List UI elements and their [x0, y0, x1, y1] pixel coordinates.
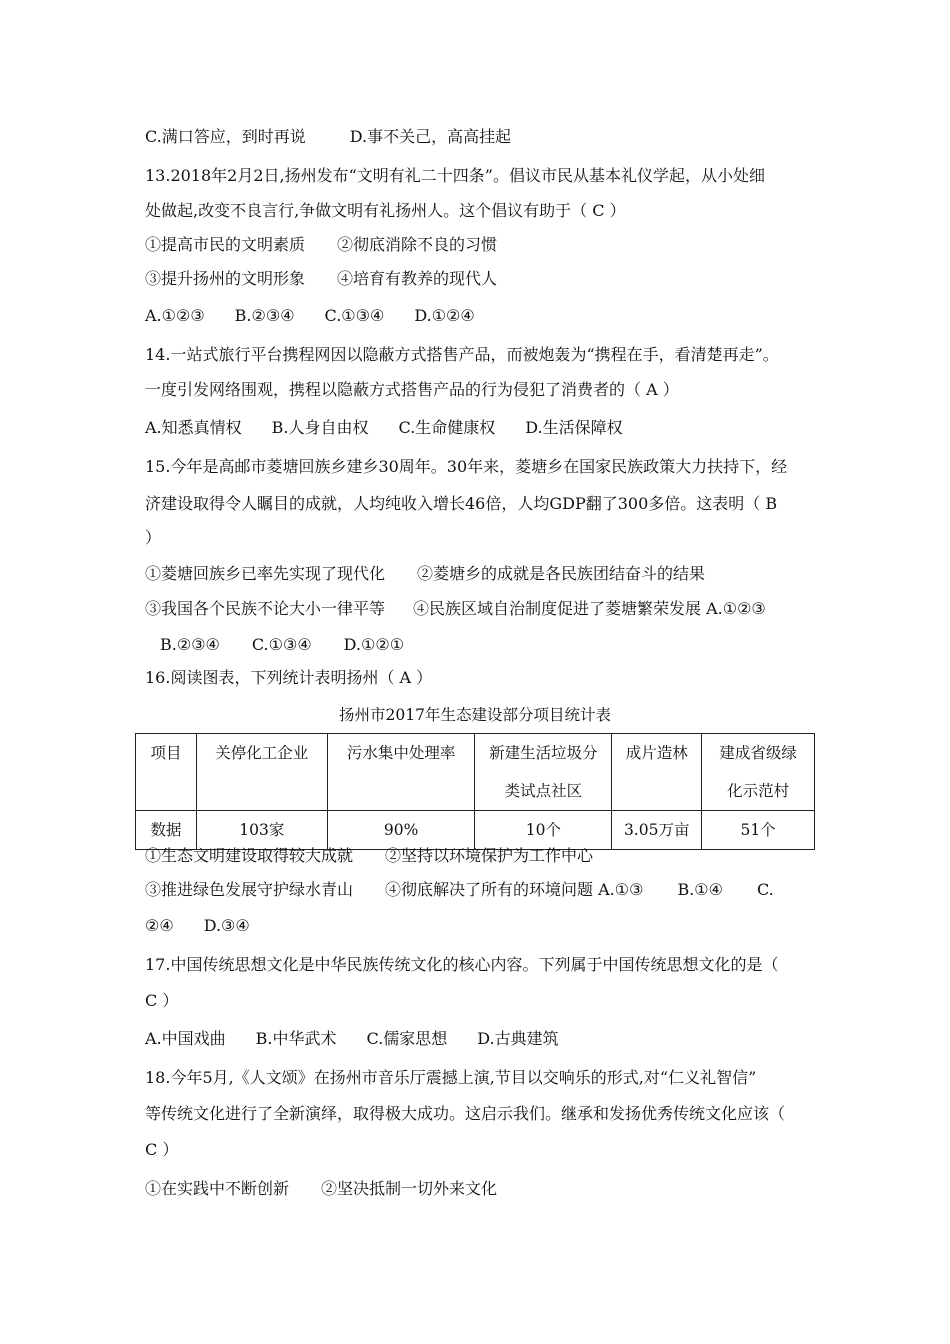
q16-statements-row1	[145, 846, 593, 866]
q12-option-d: D.事不关己，高高挂起	[349, 127, 512, 146]
q15-statements-row2	[145, 599, 766, 619]
q14-stem-line1: 14.一站式旅行平台携程网因以隐蔽方式搭售产品，而被炮轰为“携程在手，看清楚再走”。	[145, 345, 779, 364]
q17-options	[145, 1029, 559, 1049]
table-header-cell: 成片造林	[612, 734, 702, 811]
table-caption: 扬州市2017年生态建设部分项目统计表	[339, 706, 611, 724]
q16-statements-row2	[145, 880, 774, 900]
q13-option-d: D.①②④	[414, 306, 475, 325]
table-header-cell: 污水集中处理率	[327, 734, 475, 811]
q15-option-d: D.①②①	[343, 635, 405, 654]
table-header-cell: 新建生活垃圾分 类试点社区	[475, 734, 612, 811]
statistics-table	[135, 733, 815, 850]
q12-options-line	[145, 127, 511, 147]
q16-statement-2: ②坚持以环境保护为工作中心	[385, 846, 594, 865]
q13-option-a: A.①②③	[145, 306, 205, 325]
q16-option-c-head: C.	[756, 880, 774, 899]
q15-statements-row1	[145, 564, 705, 584]
table-cell: 10个	[475, 811, 612, 850]
table-header-cell: 项目	[136, 734, 197, 811]
q18-stem-line3: C ）	[145, 1140, 179, 1159]
q14-option-a: A.知悉真情权	[145, 418, 242, 437]
q16-statement-4: ④彻底解决了所有的环境问题 A.①③	[385, 880, 644, 899]
q13-statement-3: ③提升扬州的文明形象	[145, 269, 306, 288]
q14-option-b: B.人身自由权	[271, 418, 369, 437]
q14-stem-line2: 一度引发网络围观，携程以隐蔽方式搭售产品的行为侵犯了消费者的（ A ）	[145, 380, 679, 399]
q16-options-tail	[145, 916, 250, 936]
q16-option-c-tail: ②④	[145, 916, 174, 935]
q13-stem-line1: 13.2018年2月2日,扬州发布“文明有礼二十四条”。倡议市民从基本礼仪学起，从小处细	[145, 166, 765, 185]
q17-stem-line1: 17.中国传统思想文化是中华民族传统文化的核心内容。下列属于中国传统思想文化的是（	[145, 955, 779, 974]
table-row	[136, 811, 815, 850]
table-cell: 51个	[702, 811, 815, 850]
q16-option-d: D.③④	[203, 916, 250, 935]
q13-statement-1: ①提高市民的文明素质	[145, 235, 306, 254]
q14-option-d: D.生活保障权	[525, 418, 623, 437]
q16-stem: 16.阅读图表，下列统计表明扬州（ A ）	[145, 668, 433, 687]
q16-option-b: B.①④	[677, 880, 723, 899]
q17-option-c: C.儒家思想	[366, 1029, 448, 1048]
q13-statements-row1	[145, 235, 497, 255]
q17-option-d: D.古典建筑	[477, 1029, 559, 1048]
q18-stem-line2: 等传统文化进行了全新演绎，取得极大成功。这启示我们。继承和发扬优秀传统文化应该（	[145, 1104, 786, 1123]
table-header-cell: 建成省级绿 化示范村	[702, 734, 815, 811]
q13-options	[145, 306, 475, 326]
table-cell: 103家	[196, 811, 327, 850]
table-cell: 数据	[136, 811, 197, 850]
q17-option-a: A.中国戏曲	[145, 1029, 226, 1048]
table-header-row	[136, 734, 815, 811]
q15-statement-2: ②菱塘乡的成就是各民族团结奋斗的结果	[417, 564, 706, 583]
q18-statement-1: ①在实践中不断创新	[145, 1179, 290, 1198]
table-cell: 3.05万亩	[612, 811, 702, 850]
q17-stem-line2: C ）	[145, 991, 179, 1010]
q15-stem-line3: ）	[145, 528, 162, 547]
q14-option-c: C.生命健康权	[398, 418, 496, 437]
q18-statements-row1	[145, 1179, 497, 1199]
q15-stem-line2: 济建设取得令人瞩目的成就，人均纯收入增长46倍，人均GDP翻了300多倍。这表明（ B	[145, 494, 778, 513]
q18-statement-2: ②坚决抵制一切外来文化	[321, 1179, 498, 1198]
q15-stem-line1: 15.今年是高邮市菱塘回族乡建乡30周年。30年来，菱塘乡在国家民族政策大力扶持下，经	[145, 457, 788, 476]
q16-statement-1: ①生态文明建设取得较大成就	[145, 846, 354, 865]
q15-statement-1: ①菱塘回族乡已率先实现了现代化	[145, 564, 386, 583]
q15-option-b: B.②③④	[160, 635, 220, 654]
q16-statement-3: ③推进绿色发展守护绿水青山	[145, 880, 354, 899]
q13-statements-row2	[145, 269, 497, 289]
q13-statement-4: ④培育有教养的现代人	[337, 269, 498, 288]
q15-options	[160, 635, 404, 655]
q13-option-c: C.①③④	[324, 306, 385, 325]
q18-stem-line1: 18.今年5月,《人文颂》在扬州市音乐厅震撼上演,节目以交响乐的形式,对“仁义礼智信”	[145, 1068, 757, 1087]
q13-stem-line2: 处做起,改变不良言行,争做文明有礼扬州人。这个倡议有助于（ C ）	[145, 201, 626, 220]
table-cell: 90%	[327, 811, 475, 850]
q12-option-c: C.满口答应，到时再说	[145, 127, 306, 146]
q15-option-c: C.①③④	[251, 635, 312, 654]
q13-statement-2: ②彻底消除不良的习惯	[337, 235, 498, 254]
q17-option-b: B.中华武术	[255, 1029, 337, 1048]
q15-statement-3: ③我国各个民族不论大小一律平等	[145, 599, 386, 618]
table-header-cell: 关停化工企业	[196, 734, 327, 811]
q13-option-b: B.②③④	[234, 306, 295, 325]
q15-statement-4: ④民族区域自治制度促进了菱塘繁荣发展 A.①②③	[413, 599, 766, 618]
q14-options	[145, 418, 623, 438]
